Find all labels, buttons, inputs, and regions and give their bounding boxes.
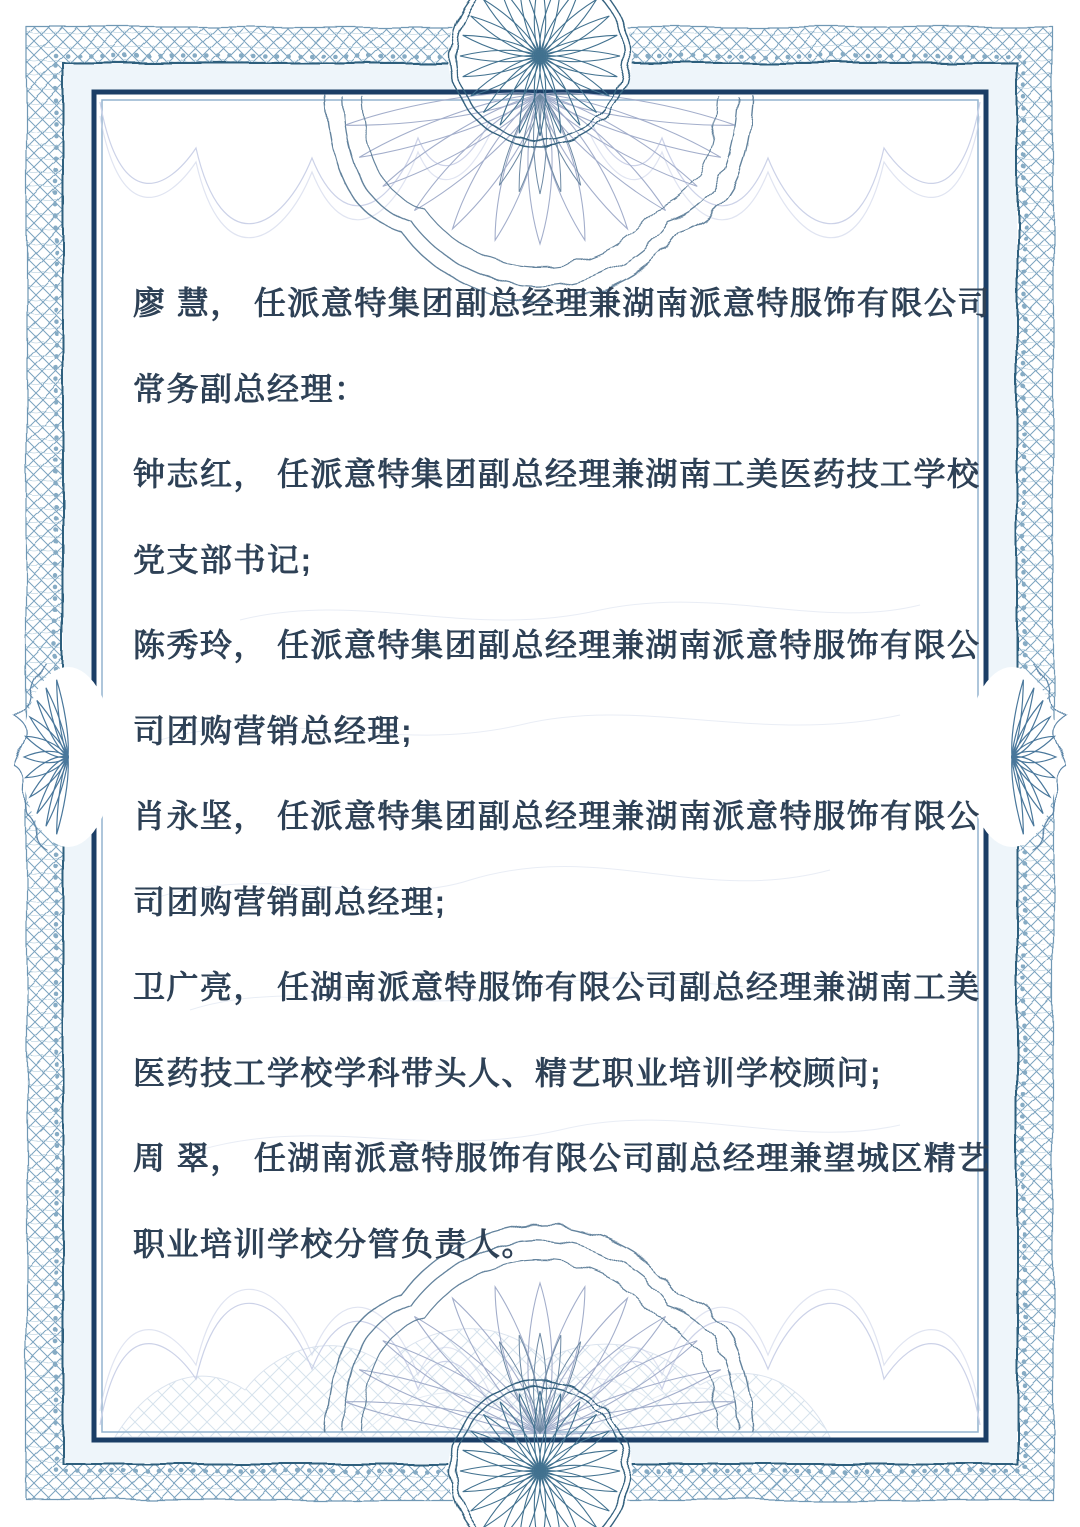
line-text: 职业培训学校分管负责人。 <box>133 1225 536 1262</box>
line-text: 司团购营销总经理; <box>133 712 414 749</box>
text-line <box>133 689 978 775</box>
person-name: 廖 慧， <box>133 285 244 321</box>
text-line <box>133 432 981 518</box>
person-name: 陈秀玲， <box>133 627 268 663</box>
text-line <box>133 774 981 860</box>
text-line <box>133 1031 978 1117</box>
person-name: 钟志红， <box>133 456 268 492</box>
text-line <box>133 261 991 347</box>
line-text: 任湖南派意特服饰有限公司副总经理兼望城区精艺 <box>253 1140 991 1176</box>
line-text: 任湖南派意特服饰有限公司副总经理兼湖南工美 <box>277 969 981 1005</box>
line-text: 任派意特集团副总经理兼湖南工美医药技工学校 <box>277 456 981 492</box>
line-text: 任派意特集团副总经理兼湖南派意特服饰有限公 <box>277 798 981 834</box>
line-text: 任派意特集团副总经理兼湖南派意特服饰有限公司 <box>253 285 991 321</box>
text-line <box>133 945 981 1031</box>
line-text: 任派意特集团副总经理兼湖南派意特服饰有限公 <box>277 627 981 663</box>
line-text: 常务副总经理： <box>133 370 368 407</box>
line-text: 医药技工学校学科带头人、精艺职业培训学校顾问; <box>133 1054 883 1091</box>
text-line <box>133 603 981 689</box>
line-text: 司团购营销副总经理; <box>133 883 447 920</box>
text-line <box>133 860 978 946</box>
person-name: 肖永坚， <box>133 798 268 834</box>
text-line <box>133 518 978 604</box>
person-name: 卫广亮， <box>133 969 268 1005</box>
line-text: 党支部书记; <box>133 541 313 578</box>
text-line <box>133 347 978 433</box>
appointment-text <box>133 261 991 1287</box>
person-name: 周 翠， <box>133 1140 244 1176</box>
text-line <box>133 1116 991 1202</box>
text-line <box>133 1202 978 1288</box>
